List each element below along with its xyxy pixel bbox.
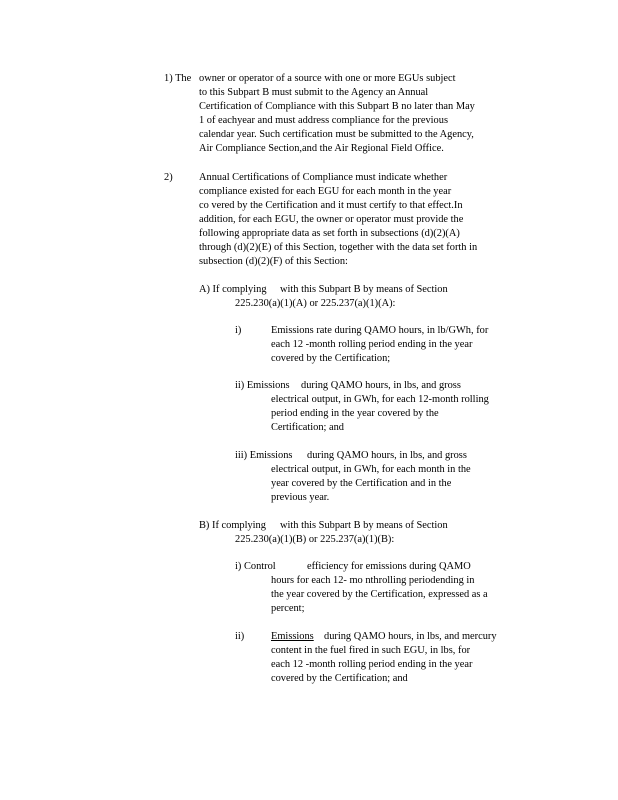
subparagraph-a-line-1: with this Subpart B by means of Section <box>280 284 448 295</box>
subparagraph-a-iii-line-2: electrical output, in GWh, for each month in the <box>271 464 471 475</box>
paragraph-1-line-4: 1 of eachyear and must address compliance for the previous <box>199 115 448 126</box>
subparagraph-a-iii-number: iii) Emissions <box>235 450 293 461</box>
paragraph-2-line-1: Annual Certifications of Compliance must indicate whether <box>199 172 448 183</box>
subparagraph-a-iii-line-1: during QAMO hours, in lbs, and gross <box>307 450 467 461</box>
subparagraph-a-ii-line-3: period ending in the year covered by the <box>271 408 439 419</box>
paragraph-1-number: 1) The <box>164 73 192 84</box>
paragraph-1-line-1: owner or operator of a source with one or more EGUs subject <box>199 73 456 84</box>
subparagraph-b-i-line-2: hours for each 12- mo nthrolling periodending in <box>271 575 475 586</box>
subparagraph-b-label: B) If complying <box>199 520 266 531</box>
subparagraph-a-ii-line-1: during QAMO hours, in lbs, and gross <box>301 380 461 391</box>
subparagraph-b-i-number: i) Control <box>235 561 276 572</box>
subparagraph-a-label: A) If complying <box>199 284 267 295</box>
paragraph-2-line-3: co vered by the Certification and it must certify to that effect.In <box>199 200 463 211</box>
subparagraph-b-ii-line-4: covered by the Certification; and <box>271 673 408 684</box>
subparagraph-b-ii-line-1: during QAMO hours, in lbs, and mercury <box>324 631 497 642</box>
subparagraph-a-iii-line-3: year covered by the Certification and in the <box>271 478 452 489</box>
subparagraph-a-ii-line-4: Certification; and <box>271 422 344 433</box>
subparagraph-b-line-1: with this Subpart B by means of Section <box>280 520 448 531</box>
subparagraph-a-i-line-3: covered by the Certification; <box>271 353 391 364</box>
subparagraph-b-line-2: 225.230(a)(1)(B) or 225.237(a)(1)(B): <box>235 534 395 545</box>
subparagraph-a-line-2: 225.230(a)(1)(A) or 225.237(a)(1)(A): <box>235 298 396 309</box>
subparagraph-a-ii-number: ii) Emissions <box>235 380 290 391</box>
paragraph-1-line-3: Certification of Compliance with this Subpart B no later than May <box>199 101 475 112</box>
paragraph-1-line-6: Air Compliance Section,and the Air Regional Field Office. <box>199 143 444 154</box>
paragraph-2-line-7: subsection (d)(2)(F) of this Section: <box>199 256 348 267</box>
subparagraph-b-i-line-4: percent; <box>271 603 305 614</box>
paragraph-2-number: 2) <box>164 172 173 183</box>
subparagraph-a-i-line-1: Emissions rate during QAMO hours, in lb/GWh, for <box>271 325 489 336</box>
subparagraph-b-ii-line-2: content in the fuel fired in such EGU, in lbs, for <box>271 645 471 656</box>
subparagraph-a-ii-line-2: electrical output, in GWh, for each 12-month rolling <box>271 394 489 405</box>
paragraph-2-line-6: through (d)(2)(E) of this Section, together with the data set forth in <box>199 242 478 253</box>
paragraph-2-line-4: addition, for each EGU, the owner or operator must provide the <box>199 214 464 225</box>
paragraph-1-line-5: calendar year. Such certification must be submitted to the Agency, <box>199 129 474 140</box>
subparagraph-a-i-number: i) <box>235 325 242 336</box>
subparagraph-b-i-line-1: efficiency for emissions during QAMO <box>307 561 471 572</box>
subparagraph-a-iii-line-4: previous year. <box>271 492 330 503</box>
subparagraph-b-ii-underlined-word: Emissions <box>271 631 314 642</box>
subparagraph-b-i-line-3: the year covered by the Certification, expressed as a <box>271 589 488 600</box>
paragraph-2-line-2: compliance existed for each EGU for each month in the year <box>199 186 452 197</box>
paragraph-2-line-5: following appropriate data as set forth in subsections (d)(2)(A) <box>199 228 460 239</box>
subparagraph-a-i-line-2: each 12 -month rolling period ending in the year <box>271 339 473 350</box>
subparagraph-b-ii-line-3: each 12 -month rolling period ending in the year <box>271 659 473 670</box>
paragraph-1-line-2: to this Subpart B must submit to the Agency an Annual <box>199 87 429 98</box>
subparagraph-b-ii-number: ii) <box>235 631 245 642</box>
